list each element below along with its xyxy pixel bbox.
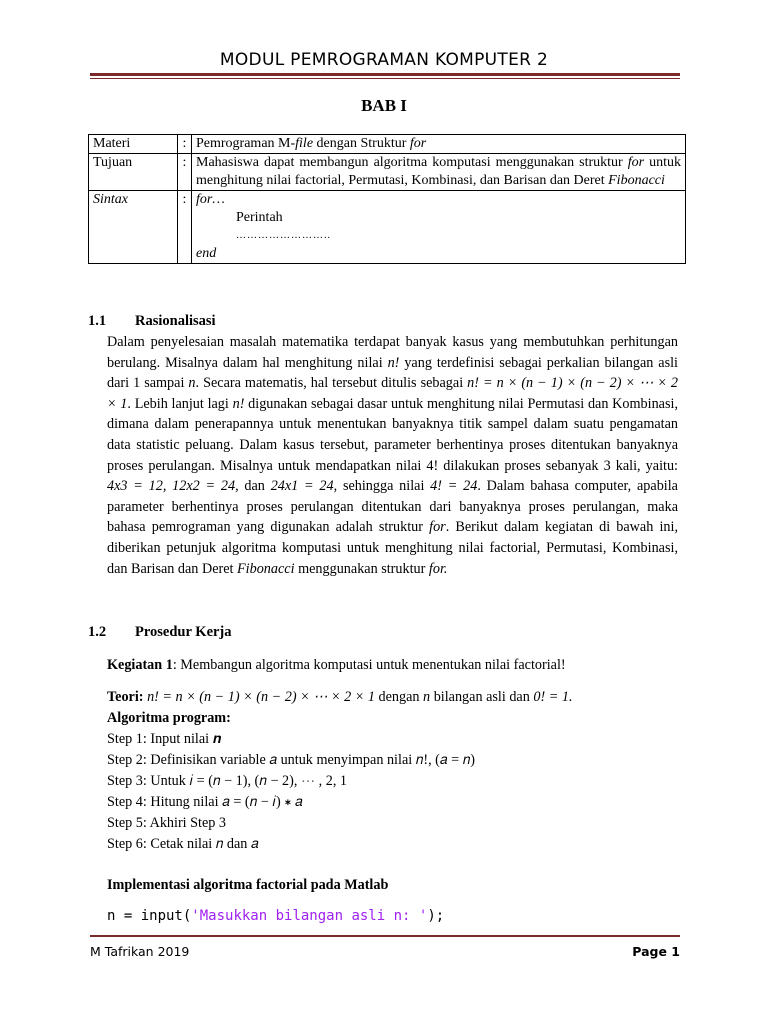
step-6: Step 6: Cetak nilai 𝑛 dan 𝑎 bbox=[107, 836, 259, 852]
step-4: Step 4: Hitung nilai 𝑎 = (𝑛 − 𝑖) ∗ 𝑎 bbox=[107, 794, 303, 810]
teori-line: Teori: n! = n × (n − 1) × (n − 2) × ⋯ × 2 × 1 dengan n bilangan asli dan 0! = 1. bbox=[107, 689, 573, 705]
section-1-heading: 1.1 Rasionalisasi bbox=[88, 313, 216, 329]
sintax-row bbox=[89, 191, 686, 264]
kegiatan-line: Kegiatan 1: Membangun algoritma komputasi untuk menentukan nilai factorial! bbox=[107, 657, 566, 673]
sintax-label: Sintax bbox=[89, 191, 178, 264]
materi-value: Pemrograman M-file dengan Struktur for bbox=[192, 135, 686, 154]
info-table bbox=[88, 134, 686, 264]
materi-label: Materi bbox=[89, 135, 178, 154]
section-2-heading: 1.2 Prosedur Kerja bbox=[88, 624, 232, 640]
footer-rule bbox=[90, 935, 680, 937]
tujuan-label: Tujuan bbox=[89, 154, 178, 191]
chapter-heading: BAB I bbox=[361, 96, 407, 115]
materi-sep: : bbox=[178, 135, 192, 154]
header-rule-thick bbox=[90, 73, 680, 76]
section-1-paragraph: Dalam penyelesaian masalah matematika terdapat banyak kasus yang membutuhkan perhitungan berulang. Misalnya dalam hal menghitung nilai n! yang terdefinisi sebagai perkalian bilangan asli dari 1 sampai n. Secara matematis, hal tersebut ditulis sebagai n! = n × (n − 1) × (n − 2) × ⋯ × 2 × 1. Lebih lanjut lagi n! digunakan sebagai dasar untuk menghitung nilai Permutasi dan Kombinasi, dimana dalam penerapannya untuk menentukan banyaknya titik sampel dalam suatu pengamatan data statistic peluang. Dalam kasus tersebut, parameter berhentinya proses ditentukan banyaknya proses perulangan. Misalnya untuk mendapatkan nilai 4! dilakukan proses sebanyak 3 kali, yaitu: 4x3 = 12, 12x2 = 24, dan 24x1 = 24, sehingga nilai 4! = 24. Dalam bahasa computer, apabila parameter berhentinya proses perulangan ditentukan dari banyaknya proses perulangan, maka bahasa pemrograman yang digunakan adalah struktur for. Berikut dalam kegiatan di bawah ini, diberikan petunjuk algoritma komputasi untuk menghitung nilai factorial, Permutasi, Kombinasi, dan Barisan dan Deret Fibonacci menggunakan struktur for. bbox=[107, 334, 679, 577]
step-5: Step 5: Akhiri Step 3 bbox=[107, 815, 227, 831]
tujuan-sep: : bbox=[178, 154, 192, 191]
tujuan-value: Mahasiswa dapat membangun algoritma komputasi menggunakan struktur for untuk menghitung nilai factorial, Permutasi, Kombinasi, dan Barisan dan Deret Fibonacci bbox=[192, 154, 686, 191]
materi-row bbox=[89, 135, 686, 154]
matlab-code-line: n = input('Masukkan bilangan asli n: '); bbox=[107, 908, 445, 924]
footer-author: M Tafrikan 2019 bbox=[90, 944, 190, 959]
sintax-sep: : bbox=[178, 191, 192, 264]
step-3: Step 3: Untuk 𝑖 = (𝑛 − 1), (𝑛 − 2), ⋯ , 2, 1 bbox=[107, 773, 348, 789]
sintax-value: for… Perintah …………………….. end bbox=[192, 191, 686, 264]
step-2: Step 2: Definisikan variable 𝑎 untuk menyimpan nilai 𝑛!, (𝑎 = 𝑛) bbox=[107, 752, 476, 768]
header-rule-thin bbox=[90, 78, 680, 79]
tujuan-row bbox=[89, 154, 686, 191]
implementation-title: Implementasi algoritma factorial pada Matlab bbox=[107, 877, 389, 893]
step-1: Step 1: Input nilai 𝒏 bbox=[107, 731, 222, 747]
page-header-title: MODUL PEMROGRAMAN KOMPUTER 2 bbox=[219, 50, 549, 70]
footer-page-number: Page 1 bbox=[632, 944, 680, 959]
algoritma-label: Algoritma program: bbox=[107, 710, 231, 726]
